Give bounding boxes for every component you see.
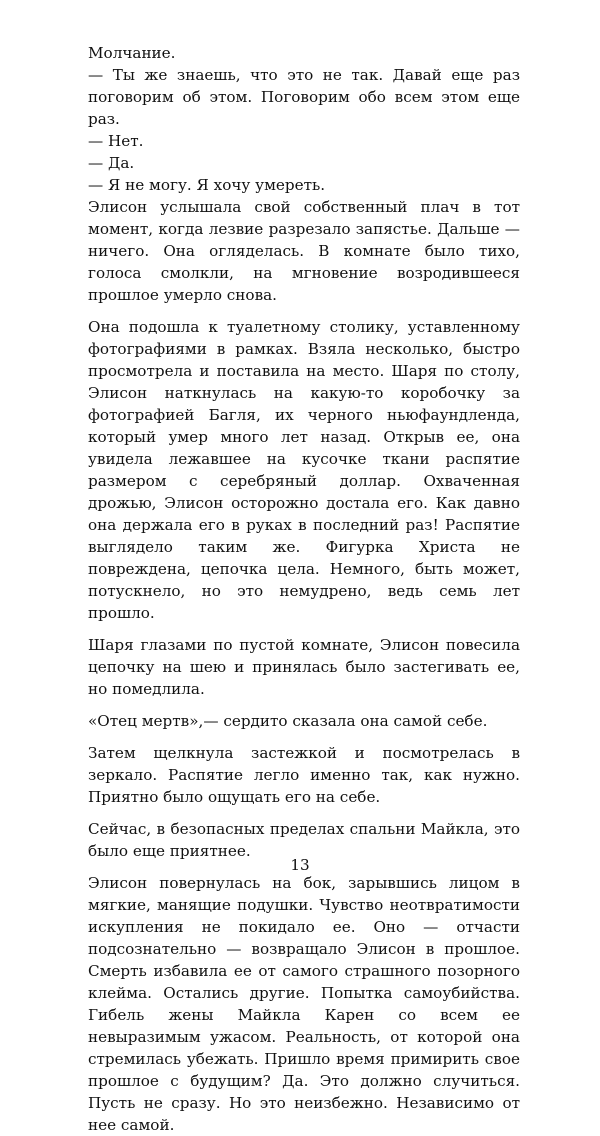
paragraph-2: — Ты же знаешь, что это не так. Давай еще раз поговорим об этом. Поговорим обо всем этом еще раз. (88, 66, 520, 128)
paragraph-12: Элисон повернулась на бок, зарывшись лицом в мягкие, манящие подушки. Чувство неотвратимости искупления не покидало ее. Оно — отчасти подсознательно — возвращало Элисон в прошлое. Смерть избавила ее от самого страшного позорного клейма. Остались другие. Попытка самоубийства. Гибель жены Майкла Карен со всем ее невыразимым ужасом. Реальность, от которой она стремилась убежать. Пришло время примирить свое прошлое с будущим? Да. Это должно случиться. Пусть не сразу. Но это неизбежно. Независимо от нее самой. (88, 874, 520, 1134)
paragraph-6: Элисон услышала свой собственный плач в тот момент, когда лезвие разрезало запястье. Дальше — ничего. Она огляделась. В комнате было тихо, голоса смолкли, на мгновение возродившееся прошлое умерло снова. (88, 198, 520, 304)
paragraph-11: Сейчас, в безопасных пределах спальни Майкла, это было еще приятнее. (88, 820, 520, 860)
paragraph-8: Шаря глазами по пустой комнате, Элисон повесила цепочку на шею и принялась было застегивать ее, но помедлила. (88, 636, 520, 698)
paragraph-1: Молчание. (88, 44, 176, 62)
page-number: 13 (290, 856, 310, 874)
paragraph-7: Она подошла к туалетному столику, уставленному фотографиями в рамках. Взяла несколько, быстро просмотрела и поставила на место. Шаря по столу, Элисон наткнулась на какую-то коробочку за фотографией Багля, их черного ньюфаундленда, который умер много лет назад. Открыв ее, она увидела лежавшее на кусочке ткани распятие размером с серебряный доллар. Охваченная дрожью, Элисон осторожно достала его. Как давно она держала его в руках в последний раз! Распятие выглядело таким же. Фигурка Христа не повреждена, цепочка цела. Немного, быть может, потускнело, но это немудрено, ведь семь лет прошло. (88, 318, 520, 622)
paragraph-9: «Отец мертв»,— сердито сказала она самой себе. (88, 712, 488, 730)
paragraph-4: — Да. (88, 154, 135, 172)
paragraph-3: — Нет. (88, 132, 144, 150)
page-body (88, 42, 520, 1136)
paragraph-5: — Я не могу. Я хочу умереть. (88, 176, 326, 194)
paragraph-10: Затем щелкнула застежкой и посмотрелась в зеркало. Распятие легло именно так, как нужно. Приятно было ощущать его на себе. (88, 744, 520, 806)
